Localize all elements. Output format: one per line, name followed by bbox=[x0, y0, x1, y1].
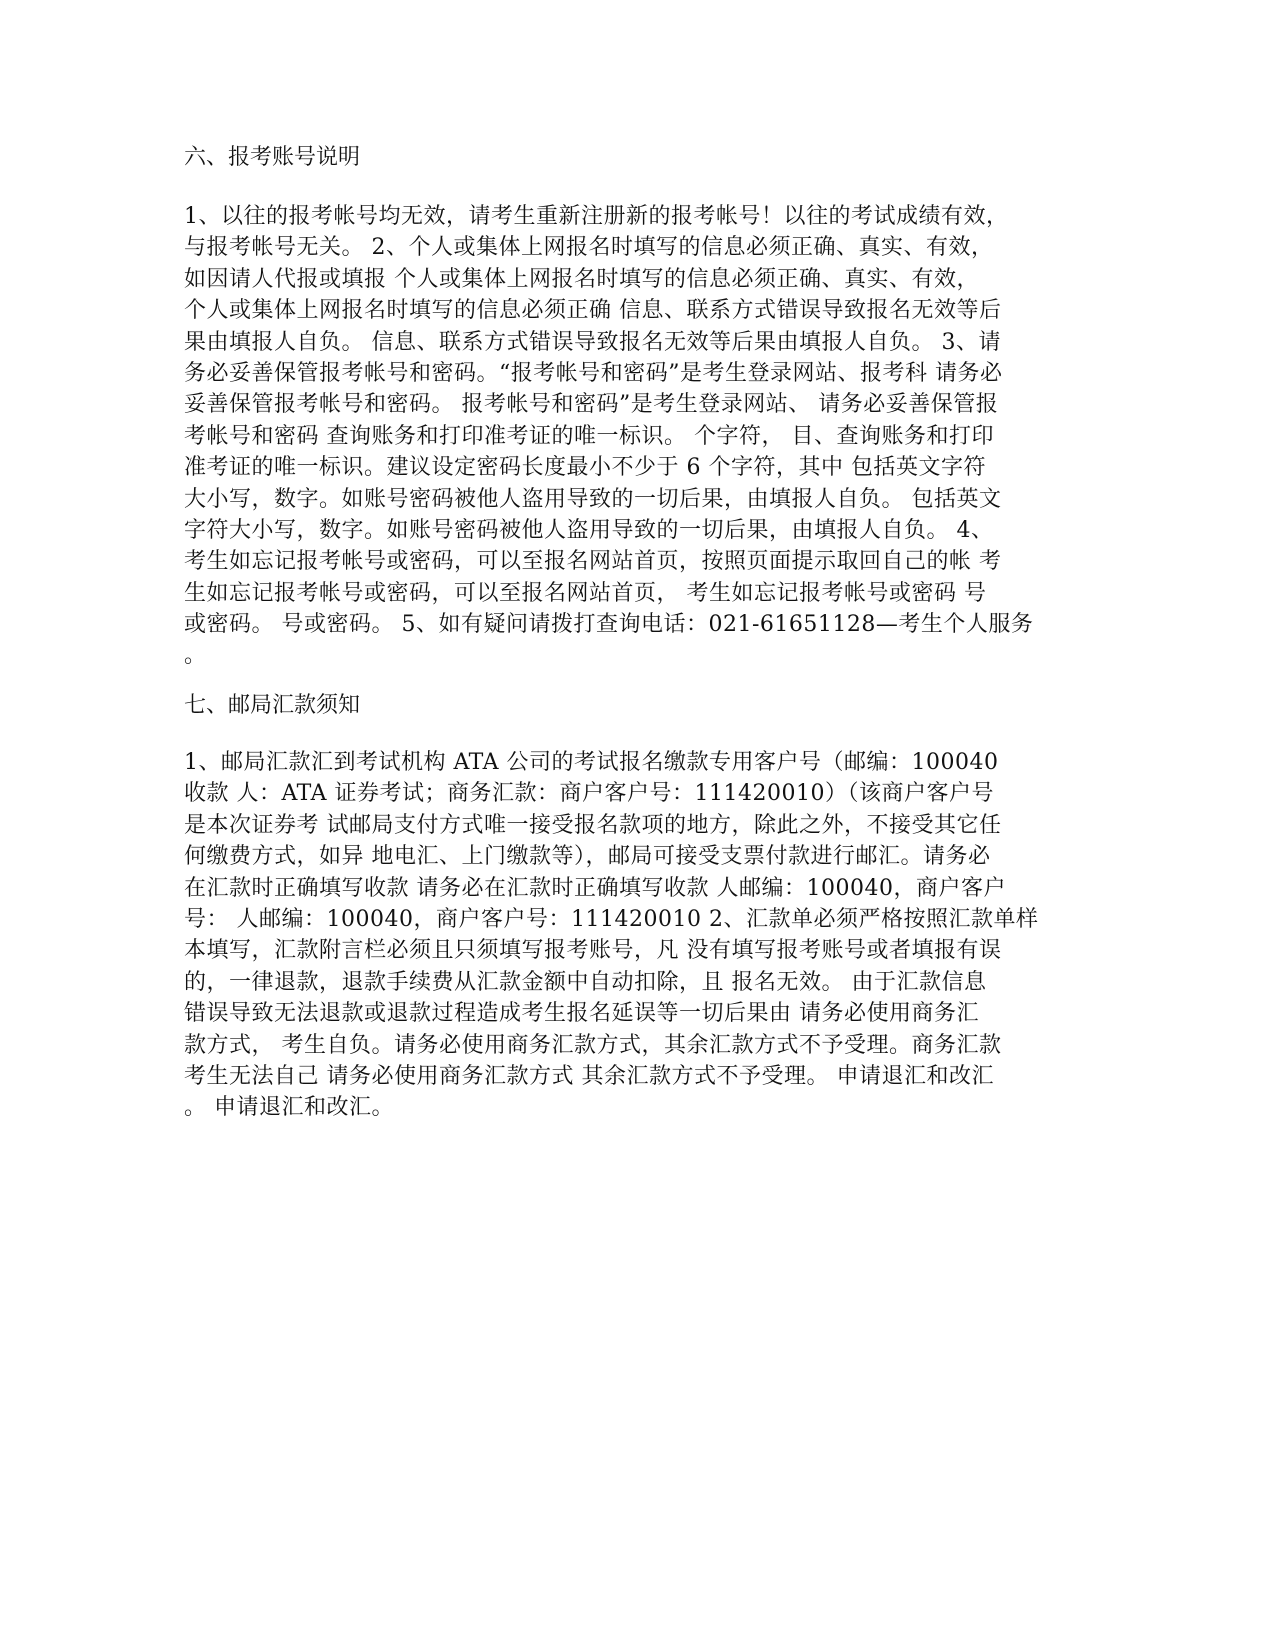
paragraph-line: 生如忘记报考帐号或密码，可以至报名网站首页， 考生如忘记报考帐号或密码 号 bbox=[184, 580, 987, 606]
paragraph-line: 何缴费方式，如异 地电汇、上门缴款等），邮局可接受支票付款进行邮汇。请务必 bbox=[184, 844, 991, 870]
paragraph-line: 1、以往的报考帐号均无效，请考生重新注册新的报考帐号！以往的考试成绩有效， bbox=[184, 204, 1009, 229]
paragraph-line: 收款 人：ATA 证券考试；商务汇款：商户客户号：111420010）（该商户客户号 bbox=[184, 781, 995, 807]
paragraph-line: 。 申请退汇和改汇。 bbox=[184, 1095, 394, 1121]
section-7-paragraph bbox=[184, 747, 1094, 1124]
paragraph-line: 考帐号和密码 查询账务和打印准考证的唯一标识。 个字符， 目、查询账务和打印 bbox=[184, 423, 994, 449]
paragraph-line: 字符大小写，数字。如账号密码被他人盗用导致的一切后果，由填报人自负。 4、 bbox=[184, 517, 994, 543]
paragraph-line: 1、邮局汇款汇到考试机构 ATA 公司的考试报名缴款专用客户号（邮编：100040 bbox=[184, 750, 999, 775]
paragraph-line: 如因请人代报或填报 个人或集体上网报名时填写的信息必须正确、真实、有效， bbox=[184, 266, 979, 292]
paragraph-line: 个人或集体上网报名时填写的信息必须正确 信息、联系方式错误导致报名无效等后 bbox=[184, 298, 1002, 324]
paragraph-line: 准考证的唯一标识。建议设定密码长度最小不少于 6 个字符，其中 包括英文字符 bbox=[184, 455, 986, 481]
section-6-heading: 六、报考账号说明 bbox=[184, 145, 361, 170]
paragraph-line: 果由填报人自负。 信息、联系方式错误导致报名无效等后果由填报人自负。 3、请 bbox=[184, 329, 1001, 355]
paragraph-line: 与报考帐号无关。 2、个人或集体上网报名时填写的信息必须正确、真实、有效， bbox=[184, 235, 994, 261]
paragraph-line: 的，一律退款，退款手续费从汇款金额中自动扣除，且 报名无效。 由于汇款信息 bbox=[184, 969, 987, 995]
paragraph-line: 在汇款时正确填写收款 请务必在汇款时正确填写收款 人邮编：100040，商户客户 bbox=[184, 875, 1006, 901]
paragraph-line: 妥善保管报考帐号和密码。 报考帐号和密码”是考生登录网站、 请务必妥善保管报 bbox=[184, 392, 999, 418]
section-6-paragraph bbox=[184, 201, 1094, 672]
paragraph-line: 。 bbox=[184, 643, 207, 669]
paragraph-line: 考生无法自己 请务必使用商务汇款方式 其余汇款方式不予受理。 申请退汇和改汇 bbox=[184, 1063, 994, 1089]
paragraph-line: 是本次证券考 试邮局支付方式唯一接受报名款项的地方，除此之外，不接受其它任 bbox=[184, 812, 1002, 838]
paragraph-line: 务必妥善保管报考帐号和密码。“报考帐号和密码”是考生登录网站、报考科 请务必 bbox=[184, 360, 1003, 386]
paragraph-line: 大小写，数字。如账号密码被他人盗用导致的一切后果，由填报人自负。 包括英文 bbox=[184, 486, 1002, 512]
section-7-heading: 七、邮局汇款须知 bbox=[184, 693, 361, 718]
paragraph-line: 号： 人邮编：100040，商户客户号：111420010 2、汇款单必须严格按照汇款单样 bbox=[184, 906, 1039, 932]
paragraph-line: 款方式， 考生自负。请务必使用商务汇款方式，其余汇款方式不予受理。商务汇款 bbox=[184, 1032, 1002, 1058]
paragraph-line: 考生如忘记报考帐号或密码，可以至报名网站首页，按照页面提示取回自己的帐 考 bbox=[184, 549, 1002, 575]
paragraph-line: 或密码。 号或密码。 5、如有疑问请拨打查询电话：021-61651128—考生个人服务 bbox=[184, 612, 1034, 638]
paragraph-line: 本填写，汇款附言栏必须且只须填写报考账号，凡 没有填写报考账号或者填报有误 bbox=[184, 938, 1002, 964]
paragraph-line: 错误导致无法退款或退款过程造成考生报名延误等一切后果由 请务必使用商务汇 bbox=[184, 1001, 979, 1027]
